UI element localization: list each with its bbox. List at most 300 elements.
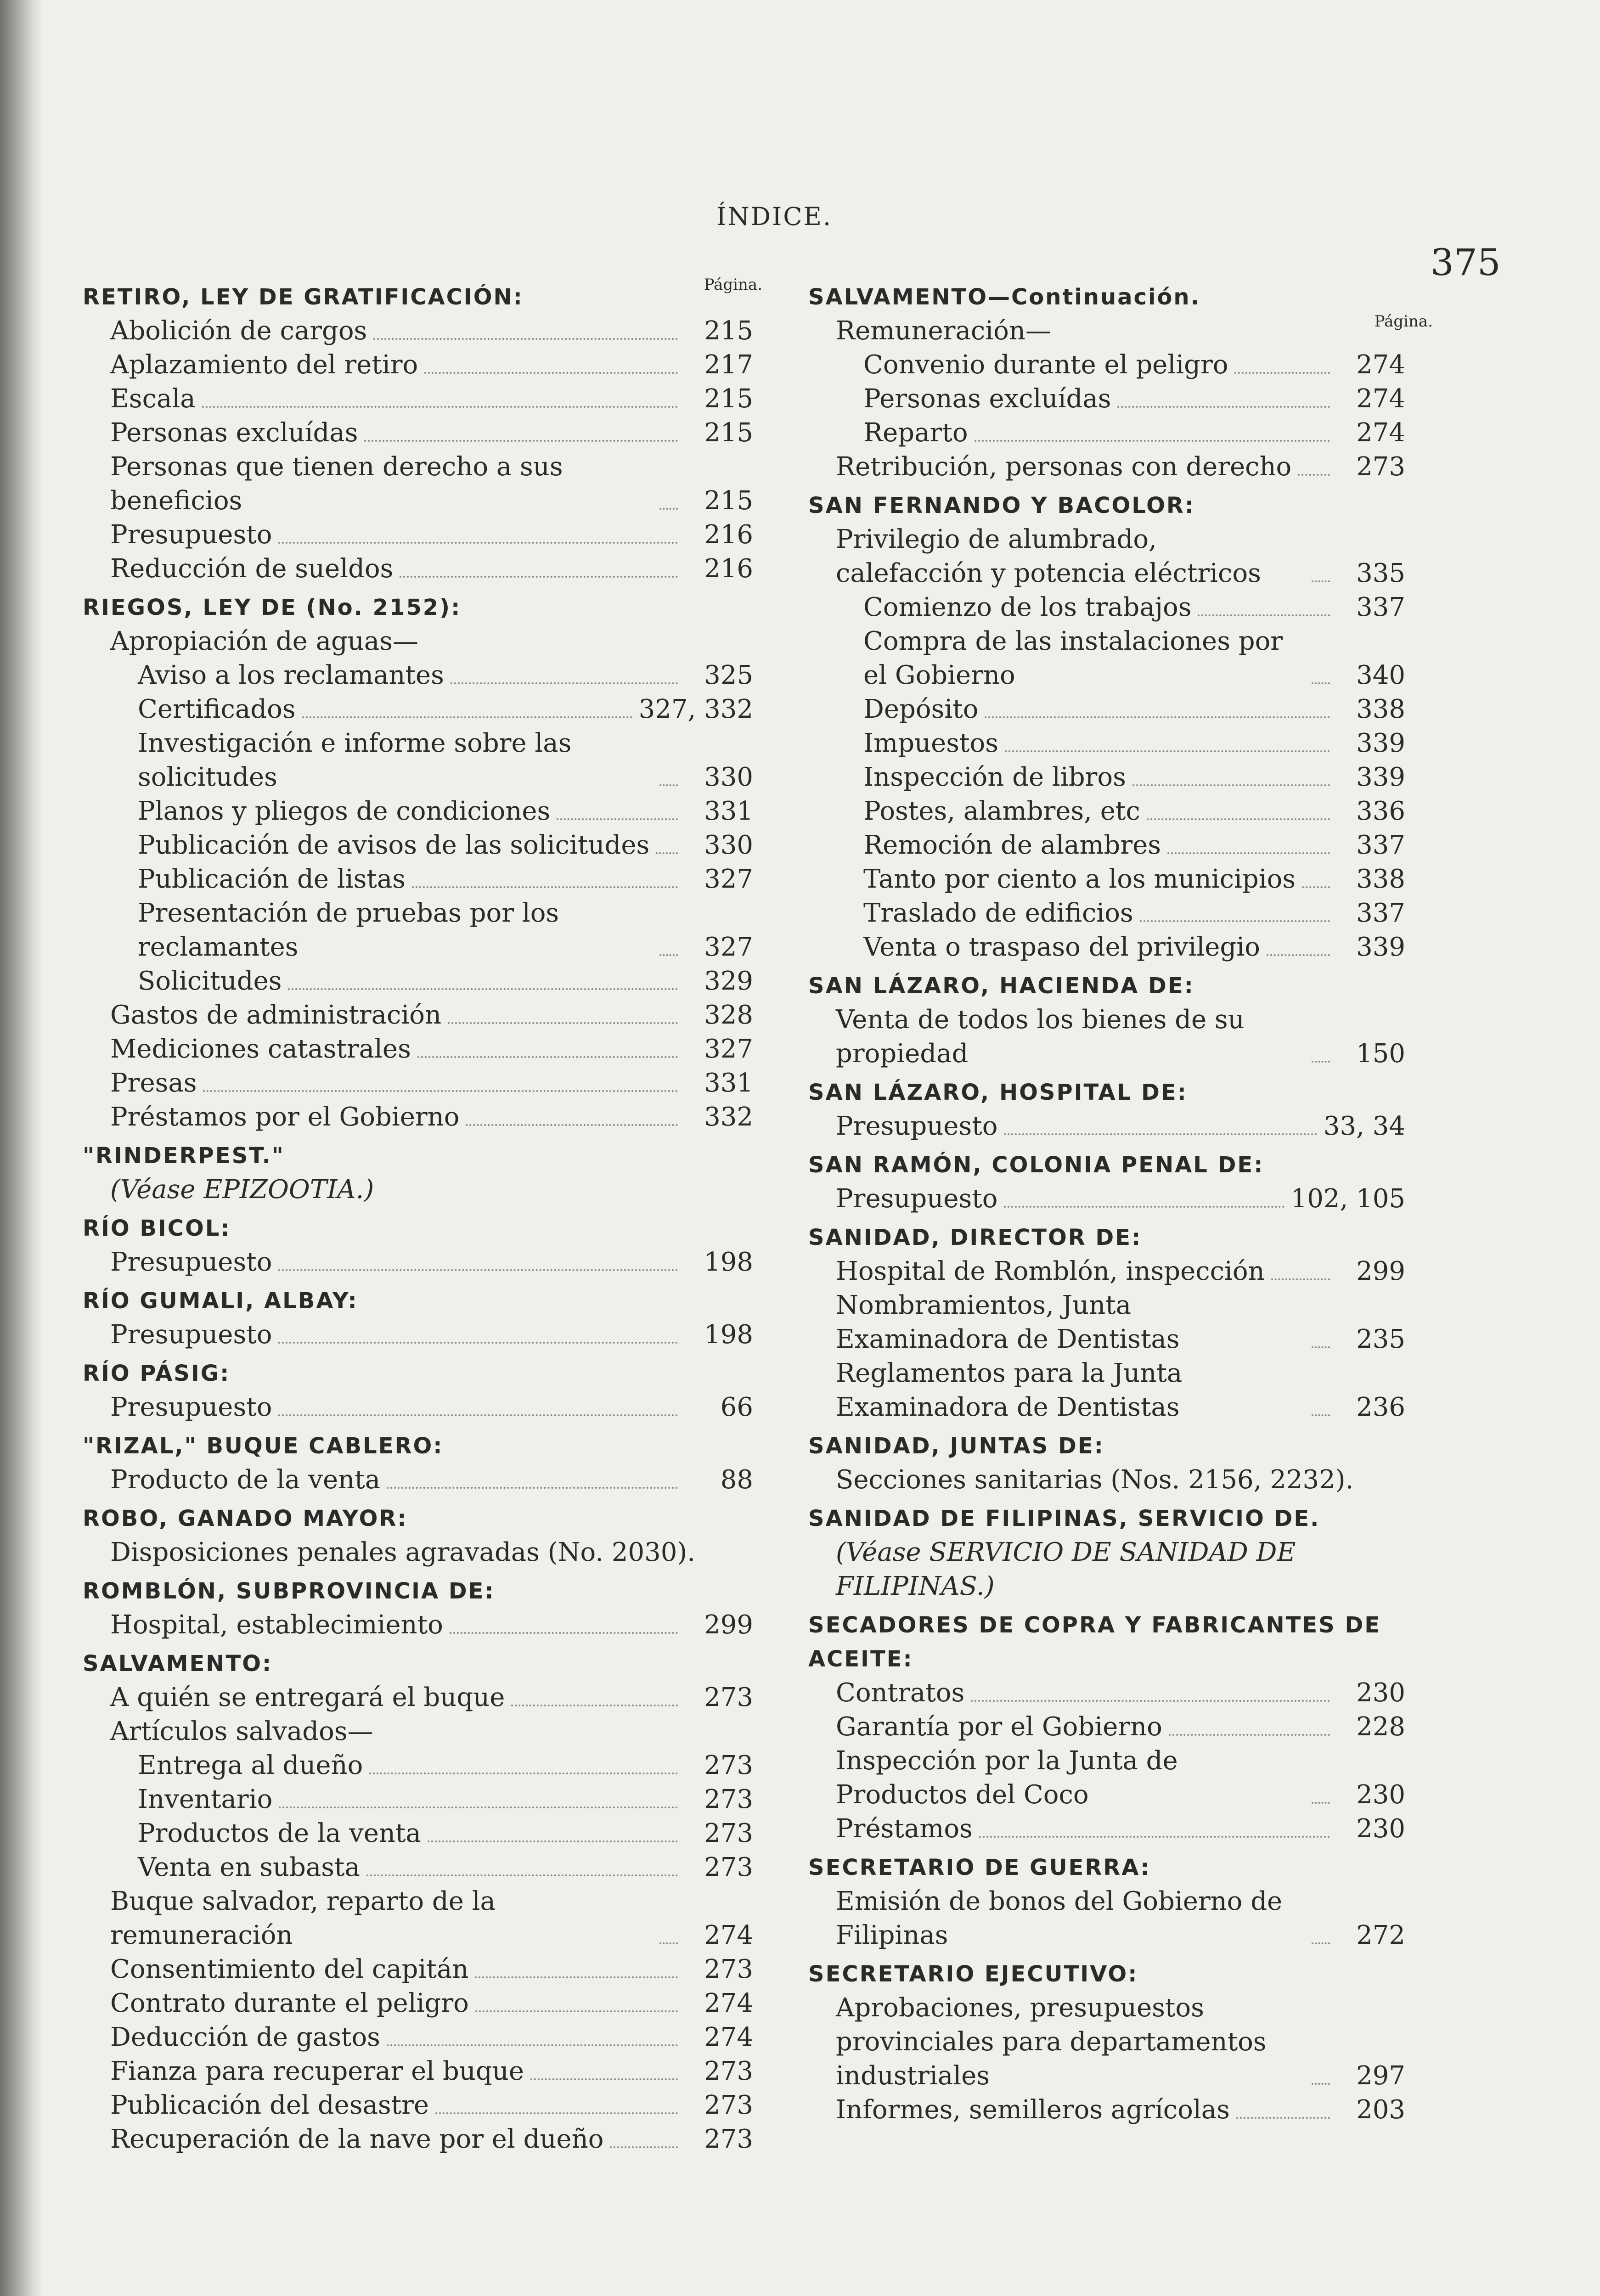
entry-page: 331 xyxy=(704,1068,753,1098)
entry-text: Retribución, personas con derecho xyxy=(836,452,1292,482)
entry-text: Personas excluídas xyxy=(110,418,358,448)
entry-text: Tanto por ciento a los municipios xyxy=(863,864,1296,894)
entry-text: Garantía por el Gobierno xyxy=(836,1712,1162,1742)
index-entry xyxy=(83,1749,753,1783)
index-entry xyxy=(83,1783,753,1817)
entry-page: 337 xyxy=(1356,592,1405,622)
entry-page: 274 xyxy=(1356,384,1405,414)
entry-text: ROMBLÓN, SUBPROVINCIA DE: xyxy=(83,1578,495,1604)
leader-dots xyxy=(475,1976,678,1978)
entry-text: Investigación e informe sobre las solicitudes xyxy=(138,728,572,792)
index-heading xyxy=(83,280,753,314)
entry-text: Depósito xyxy=(863,694,979,724)
index-entry xyxy=(83,1817,753,1851)
index-entry xyxy=(83,862,753,896)
entry-text: (Véase SERVICIO DE SANIDAD DE FILIPINAS.) xyxy=(836,1537,1296,1601)
leader-dots xyxy=(659,954,678,956)
entry-page: 215 xyxy=(704,316,753,346)
entry-page: 338 xyxy=(1356,864,1405,894)
leader-dots xyxy=(424,372,678,374)
index-list-right xyxy=(808,280,1405,2127)
leader-dots xyxy=(1169,1734,1330,1736)
leader-dots xyxy=(1234,372,1330,374)
entry-text: Disposiciones penales agravadas (No. 2030). xyxy=(110,1537,696,1567)
entry-text: Presupuesto xyxy=(110,1392,272,1422)
index-column-left xyxy=(83,276,762,2156)
leader-dots xyxy=(278,542,678,544)
entry-text: Reglamentos para la Junta Examinadora de Dentistas xyxy=(836,1358,1183,1422)
entry-text: Apropiación de aguas— xyxy=(110,626,418,656)
entry-page: 331 xyxy=(704,796,753,826)
leader-dots xyxy=(451,682,678,684)
leader-dots xyxy=(975,440,1330,442)
entry-text: Convenio durante el peligro xyxy=(863,350,1228,380)
index-entry xyxy=(83,658,753,692)
entry-text: Productos de la venta xyxy=(138,1818,421,1848)
leader-dots xyxy=(1236,2117,1330,2119)
index-entry xyxy=(808,1676,1405,1710)
leader-dots xyxy=(412,886,678,888)
entry-text: RETIRO, LEY DE GRATIFICACIÓN: xyxy=(83,284,524,310)
index-entry xyxy=(83,552,753,586)
index-heading xyxy=(808,969,1405,1003)
leader-dots xyxy=(1312,580,1330,582)
leader-dots xyxy=(1312,682,1330,684)
leader-dots xyxy=(1267,954,1330,956)
index-entry xyxy=(83,314,753,348)
leader-dots xyxy=(278,1342,678,1344)
entry-page: 198 xyxy=(704,1247,753,1277)
leader-dots xyxy=(1140,920,1330,922)
entry-page: 327 xyxy=(704,1034,753,1064)
leader-dots xyxy=(979,1836,1330,1838)
leader-dots xyxy=(278,1414,678,1416)
leader-dots xyxy=(428,1840,678,1842)
entry-page: 215 xyxy=(704,486,753,516)
entry-text: Reparto xyxy=(863,418,968,448)
entry-page: 327 xyxy=(704,932,753,962)
index-entry xyxy=(83,964,753,998)
entry-text: Reducción de sueldos xyxy=(110,554,394,584)
entry-text: Presupuesto xyxy=(836,1184,998,1214)
index-entry xyxy=(808,1182,1405,1216)
index-heading xyxy=(808,1608,1405,1676)
entry-text: Abolición de cargos xyxy=(110,316,367,346)
entry-page: 273 xyxy=(704,1683,753,1712)
leader-dots xyxy=(557,818,678,820)
pagina-label-right: Página. xyxy=(1374,312,1433,331)
index-entry xyxy=(83,625,753,658)
leader-dots xyxy=(435,2112,678,2114)
entry-page: 337 xyxy=(1356,830,1405,860)
index-entry xyxy=(83,998,753,1032)
entry-text: Recuperación de la nave por el dueño xyxy=(110,2124,604,2154)
index-heading xyxy=(83,1211,753,1245)
index-entry xyxy=(83,1390,753,1424)
entry-text: "RINDERPEST." xyxy=(83,1143,285,1169)
entry-text: Préstamos xyxy=(836,1814,973,1844)
entry-page: 339 xyxy=(1356,728,1405,758)
entry-text: SAN LÁZARO, HACIENDA DE: xyxy=(808,973,1194,999)
leader-dots xyxy=(610,2146,678,2148)
index-entry xyxy=(83,348,753,382)
entry-page: 329 xyxy=(704,966,753,996)
index-entry xyxy=(83,828,753,862)
leader-dots xyxy=(288,988,678,990)
index-entry xyxy=(808,760,1405,794)
leader-dots xyxy=(203,1090,678,1092)
entry-text: Impuestos xyxy=(863,728,998,758)
index-entry xyxy=(808,794,1405,828)
entry-text: (Véase EPIZOOTIA.) xyxy=(110,1175,374,1204)
leader-dots xyxy=(475,2010,678,2012)
entry-text: Remoción de alambres xyxy=(863,830,1161,860)
entry-text: Presupuesto xyxy=(110,520,272,550)
index-entry xyxy=(83,794,753,828)
entry-page: 102, 105 xyxy=(1290,1184,1405,1214)
leader-dots xyxy=(511,1705,678,1706)
index-column-right xyxy=(808,276,1433,2127)
entry-page: 273 xyxy=(1356,452,1405,482)
entry-page: 330 xyxy=(704,762,753,792)
entry-text: Presentación de pruebas por los reclamantes xyxy=(138,898,559,962)
leader-dots xyxy=(1005,750,1330,752)
entry-text: Deducción de gastos xyxy=(110,2022,380,2052)
index-entry xyxy=(808,2093,1405,2127)
index-entry xyxy=(808,1003,1405,1071)
page-header: ÍNDICE. xyxy=(716,202,833,231)
index-entry xyxy=(83,1463,753,1497)
entry-page: 274 xyxy=(704,1920,753,1950)
leader-dots xyxy=(202,406,678,408)
entry-page: 230 xyxy=(1356,1780,1405,1810)
index-entry xyxy=(83,1953,753,1986)
leader-dots xyxy=(1167,852,1330,854)
entry-page: 339 xyxy=(1356,932,1405,962)
index-entry xyxy=(83,1318,753,1352)
leader-dots xyxy=(278,1269,678,1271)
index-entry xyxy=(808,828,1405,862)
entry-page: 230 xyxy=(1356,1814,1405,1844)
entry-text: SALVAMENTO: xyxy=(83,1651,273,1677)
entry-text: Inspección por la Junta de Productos del Coco xyxy=(836,1746,1178,1810)
entry-page: 274 xyxy=(704,1988,753,2018)
leader-dots xyxy=(1132,784,1330,786)
entry-page: 198 xyxy=(704,1320,753,1350)
index-entry xyxy=(808,862,1405,896)
leader-dots xyxy=(985,716,1330,718)
entry-page: 330 xyxy=(704,830,753,860)
entry-text: Aviso a los reclamantes xyxy=(138,660,444,690)
entry-text: Entrega al dueño xyxy=(138,1750,363,1780)
leader-dots xyxy=(400,576,678,578)
leader-dots xyxy=(373,338,678,340)
index-entry xyxy=(808,1710,1405,1744)
index-entry xyxy=(808,726,1405,760)
entry-page: 273 xyxy=(704,2090,753,2120)
index-entry xyxy=(83,1100,753,1134)
index-entry xyxy=(808,1255,1405,1289)
entry-page: 273 xyxy=(704,1750,753,1780)
entry-text: Compra de las instalaciones por el Gobierno xyxy=(863,626,1283,690)
index-heading xyxy=(83,1502,753,1536)
entry-page: 33, 34 xyxy=(1323,1111,1405,1141)
entry-text: SANIDAD DE FILIPINAS, SERVICIO DE. xyxy=(808,1506,1320,1531)
index-entry xyxy=(83,1851,753,1885)
leader-dots xyxy=(659,508,678,510)
index-heading xyxy=(83,591,753,625)
entry-page: 217 xyxy=(704,350,753,380)
entry-page: 235 xyxy=(1356,1324,1405,1354)
entry-text: Hospital, establecimiento xyxy=(110,1610,443,1640)
entry-text: Remuneración— xyxy=(836,316,1051,346)
entry-text: A quién se entregará el buque xyxy=(110,1683,505,1712)
entry-text: Inventario xyxy=(138,1784,273,1814)
index-entry xyxy=(83,382,753,416)
leader-dots xyxy=(279,1806,678,1808)
entry-text: RIEGOS, LEY DE (No. 2152): xyxy=(83,595,462,620)
entry-text: SECRETARIO DE GUERRA: xyxy=(808,1855,1151,1880)
index-entry xyxy=(83,1885,753,1953)
leader-dots xyxy=(1004,1206,1284,1208)
page-number: 375 xyxy=(1431,241,1501,284)
entry-text: SAN RAMÓN, COLONIA PENAL DE: xyxy=(808,1152,1264,1178)
leader-dots xyxy=(656,852,678,854)
index-entry xyxy=(808,1463,1405,1497)
entry-text: Personas excluídas xyxy=(863,384,1111,414)
index-heading xyxy=(808,1148,1405,1182)
index-entry xyxy=(83,1681,753,1715)
leader-dots xyxy=(1271,1278,1330,1280)
entry-text: Venta de todos los bienes de su propiedad xyxy=(836,1005,1245,1069)
entry-page: 203 xyxy=(1356,2095,1405,2125)
pagina-label-left: Página. xyxy=(704,276,762,294)
entry-text: Mediciones catastrales xyxy=(110,1034,411,1064)
entry-page: 273 xyxy=(704,1954,753,1984)
leader-dots xyxy=(417,1056,678,1058)
index-entry xyxy=(808,1109,1405,1143)
entry-page: 215 xyxy=(704,418,753,448)
index-entry xyxy=(83,896,753,964)
index-entry xyxy=(808,1356,1405,1424)
index-entry xyxy=(83,692,753,726)
entry-text: Presupuesto xyxy=(110,1320,272,1350)
index-list-left xyxy=(83,280,762,2156)
index-entry xyxy=(83,2020,753,2054)
entry-text: Contrato durante el peligro xyxy=(110,1988,469,2018)
index-entry xyxy=(808,591,1405,625)
index-entry xyxy=(808,1885,1405,1953)
index-entry xyxy=(808,692,1405,726)
index-entry xyxy=(83,2088,753,2122)
index-heading xyxy=(808,1429,1405,1463)
leader-dots xyxy=(971,1700,1330,1702)
leader-dots xyxy=(1198,614,1330,616)
leader-dots xyxy=(387,1487,678,1489)
entry-text: Personas que tienen derecho a sus beneficios xyxy=(110,452,563,516)
entry-text: Aplazamiento del retiro xyxy=(110,350,418,380)
entry-page: 297 xyxy=(1356,2061,1405,2091)
entry-text: Certificados xyxy=(138,694,296,724)
leader-dots xyxy=(1117,406,1330,408)
entry-text: RÍO GUMALI, ALBAY: xyxy=(83,1288,358,1314)
entry-text: SECRETARIO EJECUTIVO: xyxy=(808,1961,1138,1987)
entry-page: 273 xyxy=(704,1784,753,1814)
leader-dots xyxy=(1147,818,1330,820)
leader-dots xyxy=(1302,886,1330,888)
entry-text: Aprobaciones, presupuestos provinciales para departamentos industriales xyxy=(836,1993,1267,2091)
index-heading xyxy=(83,1647,753,1681)
entry-page: 274 xyxy=(1356,350,1405,380)
entry-text: SALVAMENTO—Continuación. xyxy=(808,284,1200,310)
entry-text: Artículos salvados— xyxy=(110,1716,373,1746)
entry-page: 299 xyxy=(1356,1256,1405,1286)
entry-text: Presupuesto xyxy=(836,1111,998,1141)
entry-page: 327, 332 xyxy=(638,694,753,724)
leader-dots xyxy=(302,716,632,718)
leader-dots xyxy=(369,1773,678,1774)
entry-text: Escala xyxy=(110,384,196,414)
entry-text: Privilegio de alumbrado, calefacción y potencia eléctricos xyxy=(836,524,1261,588)
index-entry xyxy=(83,726,753,794)
entry-text: RÍO PÁSIG: xyxy=(83,1361,231,1386)
entry-page: 216 xyxy=(704,520,753,550)
entry-page: 215 xyxy=(704,384,753,414)
entry-text: "RIZAL," BUQUE CABLERO: xyxy=(83,1433,444,1459)
index-entry xyxy=(83,1986,753,2020)
entry-page: 336 xyxy=(1356,796,1405,826)
entry-text: Préstamos por el Gobierno xyxy=(110,1102,460,1132)
entry-text: Publicación de avisos de las solicitudes xyxy=(138,830,650,860)
index-entry xyxy=(83,416,753,450)
entry-page: 335 xyxy=(1356,558,1405,588)
entry-text: Planos y pliegos de condiciones xyxy=(138,796,551,826)
leader-dots xyxy=(1312,1942,1330,1944)
book-binding-shadow xyxy=(0,0,44,2296)
index-entry xyxy=(808,896,1405,930)
leader-dots xyxy=(1312,2083,1330,2085)
index-entry xyxy=(808,523,1405,591)
leader-dots xyxy=(530,2078,678,2080)
entry-text: SAN FERNANDO Y BACOLOR: xyxy=(808,493,1195,518)
index-heading xyxy=(808,280,1405,314)
entry-text: SANIDAD, DIRECTOR DE: xyxy=(808,1225,1142,1250)
entry-text: Venta en subasta xyxy=(138,1852,360,1882)
leader-dots xyxy=(1312,1346,1330,1348)
index-entry xyxy=(83,518,753,552)
entry-text: Emisión de bonos del Gobierno de Filipinas xyxy=(836,1886,1283,1950)
index-entry xyxy=(808,416,1405,450)
entry-text: Solicitudes xyxy=(138,966,282,996)
index-entry xyxy=(83,2122,753,2156)
index-entry xyxy=(83,2054,753,2088)
entry-page: 273 xyxy=(704,1852,753,1882)
entry-page: 332 xyxy=(704,1102,753,1132)
index-entry xyxy=(808,930,1405,964)
entry-text: Inspección de libros xyxy=(863,762,1126,792)
entry-page: 338 xyxy=(1356,694,1405,724)
index-entry xyxy=(808,1812,1405,1846)
entry-page: 236 xyxy=(1356,1392,1405,1422)
leader-dots xyxy=(659,1942,678,1944)
entry-text: Buque salvador, reparto de la remuneración xyxy=(110,1886,496,1950)
entry-text: Venta o traspaso del privilegio xyxy=(863,932,1260,962)
entry-page: 340 xyxy=(1356,660,1405,690)
index-entry xyxy=(808,314,1405,348)
entry-text: Postes, alambres, etc xyxy=(863,796,1140,826)
entry-text: ROBO, GANADO MAYOR: xyxy=(83,1506,408,1531)
leader-dots xyxy=(448,1022,678,1024)
entry-text: Presas xyxy=(110,1068,197,1098)
leader-dots xyxy=(466,1124,678,1126)
entry-text: RÍO BICOL: xyxy=(83,1216,231,1241)
index-heading xyxy=(83,1356,753,1390)
index-heading xyxy=(83,1429,753,1463)
leader-dots xyxy=(387,2044,678,2046)
entry-text: Gastos de administración xyxy=(110,1000,442,1030)
index-heading xyxy=(83,1139,753,1173)
leader-dots xyxy=(659,784,678,786)
entry-text: Hospital de Romblón, inspección xyxy=(836,1256,1265,1286)
index-entry xyxy=(83,1715,753,1749)
entry-page: 274 xyxy=(1356,418,1405,448)
index-entry xyxy=(83,1173,753,1207)
entry-page: 325 xyxy=(704,660,753,690)
entry-text: Publicación del desastre xyxy=(110,2090,429,2120)
index-entry xyxy=(83,1608,753,1642)
index-entry xyxy=(808,348,1405,382)
index-entry xyxy=(808,1536,1405,1604)
leader-dots xyxy=(364,440,678,442)
entry-text: Comienzo de los trabajos xyxy=(863,592,1192,622)
index-entry xyxy=(808,1744,1405,1812)
index-entry xyxy=(83,1536,753,1570)
entry-text: Presupuesto xyxy=(110,1247,272,1277)
index-entry xyxy=(808,1991,1405,2093)
entry-page: 66 xyxy=(720,1392,753,1422)
index-heading xyxy=(808,1221,1405,1255)
leader-dots xyxy=(1004,1133,1317,1135)
index-entry xyxy=(808,450,1405,484)
leader-dots xyxy=(1312,1414,1330,1416)
index-entry xyxy=(83,450,753,518)
index-entry xyxy=(808,382,1405,416)
index-heading xyxy=(808,1075,1405,1109)
entry-text: Producto de la venta xyxy=(110,1465,381,1495)
leader-dots xyxy=(1312,1802,1330,1804)
index-entry xyxy=(808,625,1405,692)
entry-page: 272 xyxy=(1356,1920,1405,1950)
entry-page: 150 xyxy=(1356,1039,1405,1069)
entry-text: SECADORES DE COPRA Y FABRICANTES DE ACEITE: xyxy=(808,1612,1381,1672)
entry-page: 273 xyxy=(704,2124,753,2154)
leader-dots xyxy=(1298,474,1330,476)
entry-page: 273 xyxy=(704,1818,753,1848)
index-heading xyxy=(808,489,1405,523)
entry-page: 273 xyxy=(704,2056,753,2086)
leader-dots xyxy=(366,1874,678,1876)
entry-page: 228 xyxy=(1356,1712,1405,1742)
entry-text: Informes, semilleros agrícolas xyxy=(836,2095,1230,2125)
index-entry xyxy=(83,1032,753,1066)
leader-dots xyxy=(1312,1061,1330,1063)
index-entry xyxy=(83,1245,753,1279)
entry-text: Contratos xyxy=(836,1678,965,1708)
entry-page: 216 xyxy=(704,554,753,584)
leader-dots xyxy=(450,1632,678,1634)
entry-text: Consentimiento del capitán xyxy=(110,1954,469,1984)
entry-page: 274 xyxy=(704,2022,753,2052)
